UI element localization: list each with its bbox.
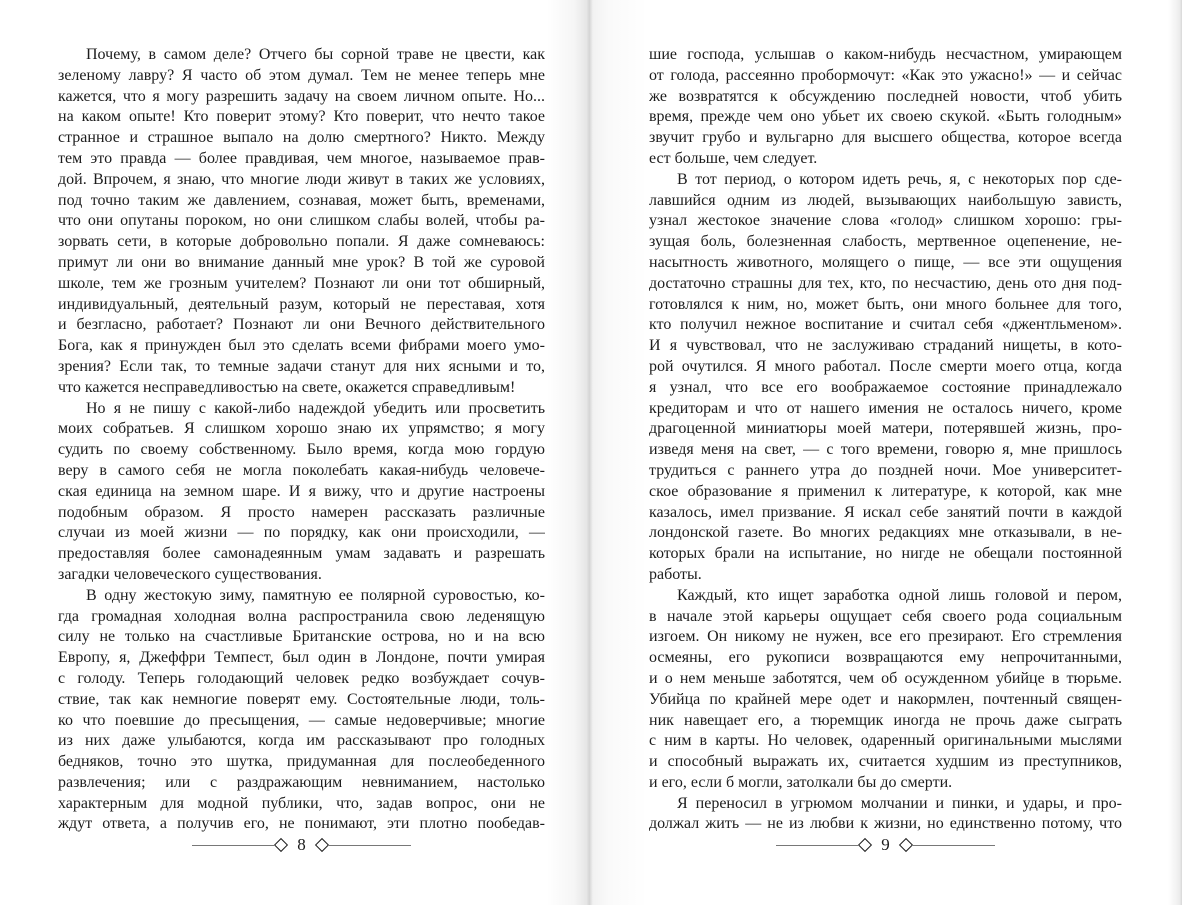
diamond-ornament-icon [315,838,329,852]
text-line: В тот период, о котором идеть речь, я, с некоторых пор сде- [677,170,1122,188]
text-line: странное и страшное выпало на долю смертного? Никто. Между [58,129,545,147]
text-line: изведя меня на свет, — с того времени, говорю я, мне пришлось [649,441,1122,459]
text-line: ская единица на земном шаре. И я вижу, что и другие настроены [58,482,545,500]
text-line: веру в самого себя не могла поколебать какая-нибудь человече- [58,461,545,479]
text-line: Каждый, кто ищет заработка одной лишь головой и пером, [677,586,1122,604]
page-number-left: 8 [297,835,306,854]
text-line: примут ли они во внимание данный мне урок? В той же суровой [58,253,545,271]
diamond-ornament-icon [274,838,288,852]
text-line: что они опутаны пороком, но они слишком слабы волей, чтобы ра- [58,212,545,230]
text-line: от голода, рассеянно пробормочут: «Как это ужасно!» — и сейчас [649,66,1122,84]
footer-rule-left [776,845,858,846]
text-line: под точно таким же давлением, сознавая, может быть, временами, [58,191,545,209]
book-edge-shadow [1168,0,1182,905]
text-line: Но я не пишу с какой-либо надеждой убедить или просветить [86,399,545,417]
text-line: развлечения; или с раздражающим невниманием, настолько [58,773,545,791]
page-right-text [649,45,1122,835]
text-line: я узнал, что все его воображаемое состояние принадлежало [649,378,1122,396]
text-line: Я переносил в угрюмом молчании и пинки, и удары, и про- [677,794,1122,812]
text-line: Бога, как я принужден был это сделать всеми фибрами моего умо- [58,337,545,355]
text-line: случаи из моей жизни — по порядку, как они происходили, — [58,524,545,542]
diamond-ornament-icon [899,838,913,852]
text-line: звучит грубо и вульгарно для высшего общества, которое всегда [649,129,1122,147]
text-line: готовлялся к ним, но, может быть, они много больнее для того, [649,295,1122,313]
text-line: время, прежде чем оно убьет их своею скукой. «Быть голодным» [649,108,1122,126]
text-line: насытность животного, молящего о пище, — все эти ощущения [649,253,1122,271]
text-line: и его, если б могли, затолкали бы до смерти. [649,773,953,791]
text-line: из них даже улыбаются, когда им рассказывают про голодных [58,732,545,750]
paragraph [649,794,1122,836]
text-line: зрения? Если так, то темные задачи станут для них ясными и то, [58,357,545,375]
page-gutter-shadow [546,0,648,905]
paragraph [649,45,1122,170]
page-left-footer [58,836,545,854]
footer-rule-right [329,845,411,846]
paragraph [58,399,545,586]
text-line: И я чувствовал, что не заслуживаю страданий нищеты, в кото- [649,337,1122,355]
text-line: должал жить — не из любви к жизни, но единственно потому, что [649,815,1122,833]
text-line: и безгласно, работает? Познают ли они Вечного действительного [58,316,545,334]
page-right-footer [649,836,1122,854]
text-line: в начале этой карьеры ощущает себя своего рода социальным [649,607,1122,625]
page-number-right: 9 [881,835,890,854]
text-line: с голоду. Теперь голодающий человек редко возбуждает сочув- [58,669,545,687]
text-line: гда громадная холодная волна распространила свою леденящую [58,607,545,625]
text-line: Убийца по крайней мере одет и накормлен, почтенный священ- [649,690,1122,708]
text-line: работы. [649,565,702,583]
text-line: кажется, что я могу разрешить задачу на своем личном опыте. Но... [58,87,545,105]
text-line: ждут ответа, а получив его, не понимают, эти плотно пообедав- [58,815,545,833]
text-line: кредиторам и что от нашего имения не осталось ничего, кроме [649,399,1122,417]
text-line: рой очутился. Я много работал. После смерти моего отца, когда [649,357,1122,375]
text-line: индивидуальный, деятельный разум, который не переставая, хотя [58,295,545,313]
text-line: же возвратятся к обсуждению последней новости, чтоб убить [649,87,1122,105]
text-line: характерным для модной публики, что, задав вопрос, они не [58,794,545,812]
text-line: что кажется несправедливостью на свете, окажется справедливым! [58,378,516,396]
text-line: с ним в карты. Но человек, одаренный оригинальными мыслями [649,732,1122,750]
text-line: зущая боль, болезненная слабость, мертвенное оцепенение, не- [649,233,1122,251]
text-line: загадки человеческого существования. [58,565,322,583]
text-line: силу не только на счастливые Британские острова, но и на всю [58,628,545,646]
text-line: ко что поевшие до пресыщения, — самые недоверчивые; многие [58,711,545,729]
text-line: и о нем меньше заботятся, чем об осужденном убийце в тюрьме. [649,669,1122,687]
text-line: достаточно страшны для тех, кто, по несчастию, день ото дня под- [649,274,1122,292]
text-line: ест больше, чем следует. [649,149,818,167]
paragraph [58,45,545,399]
footer-rule-left [192,845,274,846]
text-line: казалось, имел призвание. Я искал себе занятий почти в каждой [649,503,1122,521]
text-line: трудиться с раннего утра до поздней ночи. Мое университет- [649,461,1122,479]
text-line: шие господа, услышав о каком-нибудь несчастном, умирающем [649,46,1122,63]
text-line: узнал жестокое значение слова «голод» слишком хорошо: гры- [649,212,1122,230]
page-left-text [58,45,545,835]
text-line: ник навещает его, а тюремщик иногда не прочь даже сыграть [649,711,1122,729]
text-line: бедняков, точно это шутка, придуманная для послеобеденного [58,753,545,771]
text-line: кто получил нежное воспитание и считал себя «джентльменом». [649,316,1122,334]
text-line: и способный выражать их, считается худшим из преступников, [649,753,1122,771]
text-line: подобным образом. Я просто намерен рассказать различные [58,503,545,521]
text-line: зеленому лавру? Я часто об этом думал. Тем не менее теперь мне [58,66,545,84]
text-line: дой. Впрочем, я знаю, что многие люди живут в таких же условиях, [58,170,545,188]
text-line: на каком опыте! Кто поверит этому? Кто поверит, что нечто такое [58,108,545,126]
text-line: осмеяны, его рукописи возвращаются ему непрочитанными, [649,649,1122,667]
text-line: зорвать сети, в которые добровольно попали. Я даже сомневаюсь: [58,233,545,251]
text-line: лондонской газете. Во многих редакциях мне отказывали, в не- [649,524,1122,542]
text-line: ское образование я применил к литературе, к которой, как мне [649,482,1122,500]
text-line: тем это правда — более правдивая, чем многое, называемое прав- [58,149,545,167]
text-line: Почему, в самом деле? Отчего бы сорной траве не цвести, как [86,46,545,63]
paragraph [649,170,1122,586]
text-line: лавшийся одним из людей, вызывающих наибольшую зависть, [649,191,1122,209]
text-line: предоставляя более самонадеянным умам задавать и разрешать [58,545,545,563]
paragraph [649,586,1122,794]
text-line: Европу, я, Джеффри Темпест, был один в Лондоне, почти умирая [58,649,545,667]
text-line: ствие, так как немногие поверят ему. Состоятельные люди, толь- [58,690,545,708]
text-line: судить по своему собственному. Было время, когда мою гордую [58,441,545,459]
paragraph [58,586,545,836]
text-line: В одну жестокую зиму, памятную ее полярной суровостью, ко- [86,586,545,604]
footer-rule-right [913,845,995,846]
text-line: моих собратьев. Я слишком хорошо знаю их упрямство; я могу [58,420,545,438]
text-line: изгоем. Он никому не нужен, все его презирают. Его стремления [649,628,1122,646]
diamond-ornament-icon [858,838,872,852]
text-line: школе, тем же грозным учителем? Познают ли они тот обширный, [58,274,545,292]
text-line: которых брали на испытание, но нигде не обещали постоянной [649,545,1122,563]
text-line: драгоценной миниатюры моей матери, потерявшей жизнь, про- [649,420,1122,438]
